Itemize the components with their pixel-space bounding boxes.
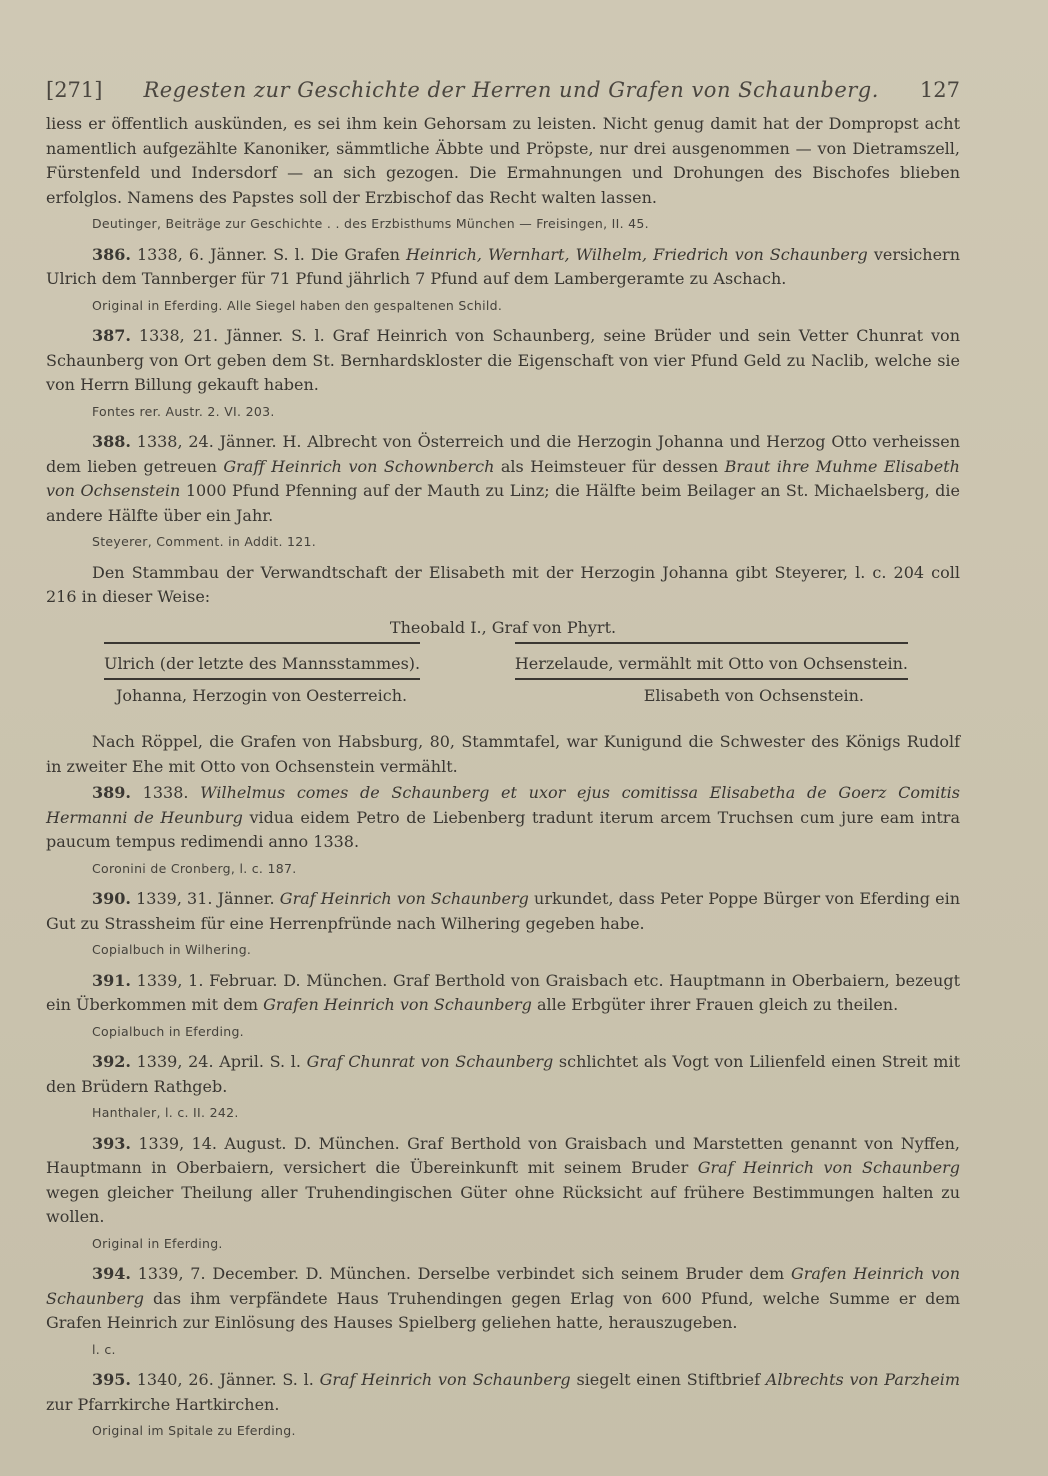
running-header xyxy=(46,78,960,102)
entry-italic: Graf Chunrat von Schaunberg xyxy=(306,1052,554,1071)
entry-393 xyxy=(46,1132,960,1257)
intro-source: Deutinger, Beiträge zur Geschichte . . des Erzbisthums München — Freisingen, II. 45. xyxy=(92,216,649,231)
tree-right-grandchild: Elisabeth von Ochsenstein. xyxy=(643,685,864,705)
entry-390 xyxy=(46,887,960,963)
entry-text: das ihm verpfändete Haus Truhendingen gegen Erlag von 600 Pfund, welche Summe er dem Grafen Heinrich zur Einlösung des Hauses Spielberg geliehen hatte, herauszugeben. xyxy=(46,1288,960,1332)
tree-grandchildren xyxy=(46,684,960,709)
entry-text: siegelt einen Stiftbrief xyxy=(570,1370,766,1389)
entry-number: 395. xyxy=(92,1370,131,1389)
entry-text: wegen gleicher Theilung aller Truhendingischen Güter ohne Rücksicht auf frühere Bestimmungen halten zu wollen. xyxy=(46,1182,960,1226)
entry-text: 1339, 7. December. D. München. Derselbe verbindet sich seinem Bruder dem xyxy=(130,1264,791,1283)
entry-389 xyxy=(46,781,960,881)
entry-text: 1339, 31. Jänner. xyxy=(130,889,280,908)
tree-left-grandchild: Johanna, Herzogin von Oesterreich. xyxy=(116,685,408,705)
entry-number: 388. xyxy=(92,432,131,451)
section-marker: [271] xyxy=(46,78,103,102)
tree-root: Theobald I., Graf von Phyrt. xyxy=(389,617,617,637)
entry-text: 1338, 6. Jänner. S. l. Die Grafen xyxy=(130,244,407,264)
entry-text: alle Erbgüter ihrer Frauen gleich zu theilen. xyxy=(531,995,899,1014)
entry-text: 1340, 26. Jänner. S. l. xyxy=(130,1370,320,1389)
entry-source: l. c. xyxy=(92,1341,116,1357)
entry-source: Original im Spitale zu Eferding. xyxy=(92,1423,296,1438)
entry-text: 1339, 1. Februar. D. München. Graf Berthold von Graisbach etc. Hauptmann in Oberbaiern, bezeugt ein Überkommen mit dem xyxy=(46,970,960,1014)
entry-italic: Graf Heinrich von Schaunberg xyxy=(279,889,529,908)
entry-388 xyxy=(46,430,960,555)
entry-text: zur Pfarrkirche Hartkirchen. xyxy=(46,1394,280,1414)
tree-left-child: Ulrich (der letzte des Mannsstammes). xyxy=(104,642,420,680)
entry-number: 392. xyxy=(92,1052,131,1071)
entry-text: versichern Ulrich dem Tannberger für 71 Pfund jährlich 7 Pfund auf dem Lambergeramte zu Aschach. xyxy=(46,244,960,288)
entry-source: Copialbuch in Wilhering. xyxy=(92,942,252,957)
entry-italic: Albrechts von Parzheim xyxy=(765,1370,961,1389)
entry-number: 390. xyxy=(92,889,131,908)
entry-number: 387. xyxy=(92,326,131,345)
body-text xyxy=(46,112,960,1444)
entry-italic: Wilhelmus comes de Schaunberg et uxor ejus comitissa Elisabetha de Goerz Comitis Hermanni de Heunburg xyxy=(46,783,961,827)
entry-394 xyxy=(46,1262,960,1362)
entry-386 xyxy=(46,243,960,319)
entry-text: vidua eidem Petro de Liebenberg tradunt iterum arcem Truchsen cum jure eam intra paucum tempus redimendi anno 1338. xyxy=(46,807,960,851)
entry-source: Original in Eferding. xyxy=(92,1235,223,1251)
entry-source: Copialbuch in Eferding. xyxy=(92,1023,244,1039)
entry-text: 1338, 21. Jänner. S. l. Graf Heinrich von Schaunberg, seine Brüder und sein Vetter Chunrat von Schaunberg von Ort geben dem St. Bernhardskloster die Eigenschaft von vier Pfund Geld zu Naclib, welche sie von Herrn Billung gekauft haben. xyxy=(46,326,960,394)
tree-children xyxy=(46,642,960,680)
entry-395 xyxy=(46,1368,960,1444)
entry-italic: Graff Heinrich von Schownberch xyxy=(223,456,495,476)
entry-text: urkundet, dass Peter Poppe Bürger von Eferding ein Gut zu Strassheim für eine Herrenpfründe nach Wilhering gegeben habe. xyxy=(46,889,961,933)
genealogy-tree xyxy=(46,616,960,709)
entry-source: Fontes rer. Austr. 2. VI. 203. xyxy=(92,403,275,419)
entry-number: 386. xyxy=(92,244,131,264)
running-title: Regesten zur Geschichte der Herren und Grafen von Schaunberg. xyxy=(143,78,879,102)
page-number: 127 xyxy=(919,78,960,102)
entry-italic: Heinrich, Wernhart, Wilhelm, Friedrich von Schaunberg xyxy=(406,244,868,264)
entry-text: 1339, 24. April. S. l. xyxy=(130,1052,307,1071)
genealogy-intro: Den Stammbau der Verwandtschaft der Elisabeth mit der Herzogin Johanna gibt Steyerer, l. c. 204 coll 216 in dieser Weise: xyxy=(46,562,960,606)
entry-source: Hanthaler, l. c. II. 242. xyxy=(92,1105,239,1120)
entry-italic: Graf Heinrich von Schaunberg xyxy=(697,1158,960,1177)
entry-text: 1338, 24. Jänner. H. Albrecht von Österreich und die Herzogin Johanna und Herzog Otto verheissen dem lieben getreuen xyxy=(46,432,960,476)
entry-italic: Grafen Heinrich von Schaunberg xyxy=(263,995,532,1014)
entry-number: 394. xyxy=(92,1264,131,1283)
entry-387 xyxy=(46,324,960,424)
entry-number: 393. xyxy=(92,1133,131,1153)
entry-italic: Grafen Heinrich von Schaunberg xyxy=(46,1264,960,1308)
entry-italic: Graf Heinrich von Schaunberg xyxy=(319,1370,571,1389)
intro-paragraph: liess er öffentlich auskünden, es sei ihm kein Gehorsam zu leisten. Nicht genug damit hat der Dompropst acht namentlich aufgezählte Kanoniker, sämmtliche Äbbte und Pröpste, nur drei ausgenommen — von Dietramszell, Fürstenfeld und Indersdorf — an sich gezogen. Die Ermahnungen und Drohungen des Bischofes blieben erfolglos. Namens des Papstes soll der Erzbischof das Recht walten lassen. xyxy=(46,114,960,207)
entry-text: 1338. xyxy=(130,783,201,802)
note-paragraph: Nach Röppel, die Grafen von Habsburg, 80, Stammtafel, war Kunigund die Schwester des Königs Rudolf in zweiter Ehe mit Otto von Ochsenstein vermählt. xyxy=(46,732,960,776)
entry-source: Steyerer, Comment. in Addit. 121. xyxy=(92,534,317,549)
entry-text: schlichtet als Vogt von Lilienfeld einen Streit mit den Brüdern Rathgeb. xyxy=(46,1052,961,1096)
entry-text: als Heimsteuer für dessen xyxy=(494,456,725,476)
entry-text: 1339, 14. August. D. München. Graf Berthold von Graisbach und Marstetten genannt von Nyffen, Hauptmann in Oberbaiern, versichert die Übereinkunft mit seinem Bruder xyxy=(46,1133,960,1177)
entry-391 xyxy=(46,969,960,1045)
entry-392 xyxy=(46,1050,960,1126)
entry-number: 389. xyxy=(92,783,131,802)
tree-right-child: Herzelaude, vermählt mit Otto von Ochsenstein. xyxy=(515,642,908,680)
entry-source: Coronini de Cronberg, l. c. 187. xyxy=(92,860,297,876)
entry-number: 391. xyxy=(92,970,131,990)
entry-text: 1000 Pfund Pfenning auf der Mauth zu Linz; die Hälfte beim Beilager an St. Michaelsberg, die andere Hälfte über ein Jahr. xyxy=(46,481,960,525)
entry-source: Original in Eferding. Alle Siegel haben den gespaltenen Schild. xyxy=(92,297,503,313)
entry-italic: Braut ihre Muhme Elisabeth von Ochsenstein xyxy=(46,456,960,500)
